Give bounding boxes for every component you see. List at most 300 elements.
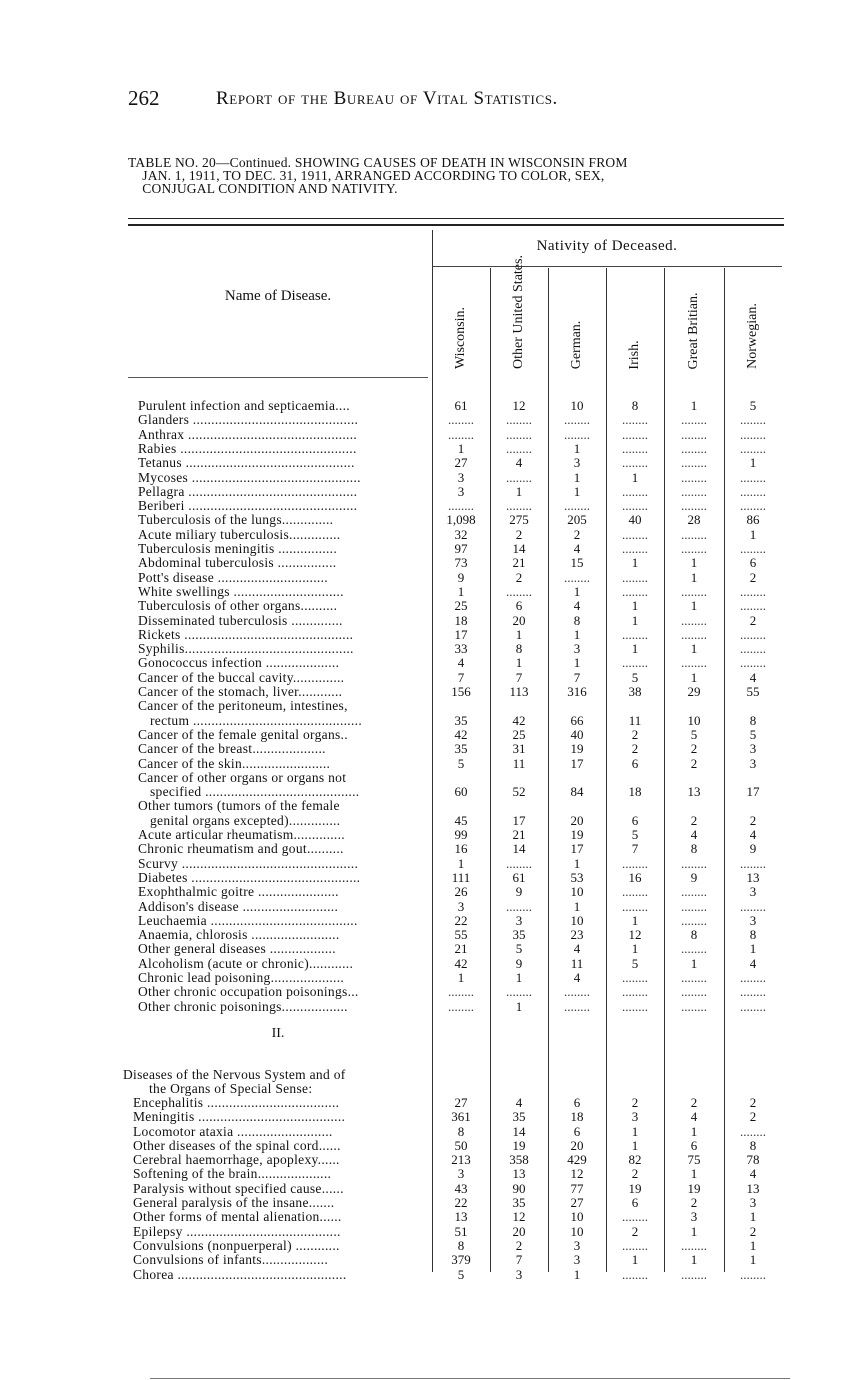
col-wisconsin-value: 8 — [457, 1123, 465, 1139]
col-irish-value: ........ — [622, 970, 648, 985]
col-norwegian-value: 5 — [749, 398, 757, 413]
disease-name: Scurvy ................................................ — [138, 856, 359, 871]
col-irish-value: ........ — [622, 498, 648, 514]
col-norwegian-value: ........ — [740, 984, 766, 1000]
disease-name: Softening of the brain.................... — [133, 1167, 332, 1182]
col-great-britain-value: ........ — [681, 541, 707, 556]
col-great-britain-value: ........ — [681, 483, 707, 499]
col-wisconsin-value: 21 — [454, 941, 468, 957]
col-other-united-states-value: 3 — [515, 912, 523, 928]
section-heading-line: Diseases of the Nervous System and of — [123, 1066, 346, 1082]
col-wisconsin-value: 361 — [451, 1109, 471, 1125]
disease-name: Abdominal tuberculosis ................ — [138, 556, 337, 571]
col-great-britain-value: 2 — [690, 812, 698, 828]
col-other-united-states-value: 1 — [515, 998, 523, 1014]
col-norwegian-value: 3 — [749, 741, 757, 757]
column-header-label: German. — [569, 320, 584, 369]
col-irish-value: ........ — [622, 440, 648, 456]
col-great-britain-value: ........ — [681, 526, 707, 542]
col-great-britain-value: 13 — [687, 784, 701, 800]
col-german-value: 1 — [573, 469, 581, 485]
caption-line: TABLE NO. 20—Continued. SHOWING CAUSES OF DEATH IN WISCONSIN FROM — [128, 155, 628, 170]
col-norwegian-value: ........ — [740, 1266, 766, 1282]
col-other-united-states-header — [490, 255, 548, 376]
col-german-value: 4 — [573, 541, 581, 556]
col-german-value: ........ — [564, 412, 590, 428]
col-great-britain-value: 1 — [690, 598, 698, 614]
col-german-value: 20 — [570, 812, 584, 828]
disease-name: Cancer of the skin........................ — [138, 756, 331, 771]
col-norwegian-value: ........ — [740, 469, 766, 485]
col-other-united-states-value: 20 — [512, 612, 526, 628]
col-wisconsin-value: ........ — [448, 412, 474, 428]
col-great-britain-value: 29 — [687, 684, 701, 699]
col-irish-value: ........ — [622, 541, 648, 556]
disease-name: Anthrax .............................................. — [138, 427, 358, 442]
col-irish-value: 5 — [631, 955, 639, 971]
col-other-united-states-value: 17 — [512, 812, 526, 828]
col-great-britain-value: 28 — [687, 512, 701, 528]
col-great-britain-value: ........ — [681, 884, 707, 900]
col-other-united-states-value: 12 — [512, 398, 526, 413]
col-norwegian-value: ........ — [740, 483, 766, 499]
col-great-britain-value: ........ — [681, 426, 707, 442]
col-irish-value: ........ — [622, 884, 648, 900]
col-wisconsin-header — [432, 270, 490, 376]
col-irish-value: 2 — [631, 741, 639, 757]
col-great-britain-value: 8 — [690, 841, 698, 857]
disease-name: Paralysis without specified cause...... — [133, 1181, 344, 1196]
col-other-united-states-value: 61 — [512, 869, 526, 885]
col-norwegian-value: ........ — [740, 998, 766, 1014]
col-german-value: 12 — [570, 1166, 584, 1182]
col-great-britain-value: ........ — [681, 412, 707, 428]
col-german-value: 66 — [570, 712, 584, 728]
col-norwegian-value: ........ — [740, 583, 766, 599]
section-heading — [123, 1068, 428, 1096]
col-norwegian-value: 13 — [746, 1180, 760, 1196]
disease-name: Addison's disease .......................... — [138, 899, 339, 914]
col-great-britain-value: ........ — [681, 655, 707, 671]
col-irish-value: 12 — [628, 927, 642, 943]
col-wisconsin-value: 99 — [454, 827, 468, 842]
disease-name: Cancer of the breast.................... — [138, 742, 326, 757]
col-great-britain-value: ........ — [681, 498, 707, 514]
col-wisconsin-value: 50 — [454, 1137, 468, 1153]
col-other-united-states-value: 35 — [512, 927, 526, 943]
col-german-value: 10 — [570, 398, 584, 413]
col-german-value: 3 — [573, 641, 581, 657]
disease-name: Anaemia, chlorosis ........................ — [138, 928, 340, 943]
header-rule — [432, 266, 782, 267]
col-great-britain-value: 2 — [690, 755, 698, 771]
col-german-value: 10 — [570, 884, 584, 900]
col-german-value: 17 — [570, 841, 584, 857]
col-irish-value: 40 — [628, 512, 642, 528]
col-wisconsin-value: ........ — [448, 426, 474, 442]
col-other-united-states-value: 9 — [515, 884, 523, 900]
col-great-britain-value: 2 — [690, 1094, 698, 1110]
col-other-united-states-value: 1 — [515, 483, 523, 499]
col-other-united-states-value: 1 — [515, 970, 523, 985]
col-irish-value: 1 — [631, 555, 639, 571]
col-german-value: 18 — [570, 1109, 584, 1125]
col-irish-value: ........ — [622, 412, 648, 428]
col-norwegian-value: 8 — [749, 927, 757, 943]
col-german-value: 27 — [570, 1195, 584, 1210]
col-great-britain-value: 1 — [690, 569, 698, 585]
col-irish-value: 18 — [628, 784, 642, 800]
col-other-united-states-value: 7 — [515, 1252, 523, 1268]
col-wisconsin-value: 73 — [454, 555, 468, 571]
col-german-value: ........ — [564, 998, 590, 1014]
col-norwegian-value: 78 — [746, 1152, 760, 1168]
col-great-britain-value: ........ — [681, 912, 707, 928]
disease-name: Syphilis.............................................. — [138, 642, 354, 657]
disease-name: rectum .............................................. — [150, 713, 363, 728]
disease-name: Other diseases of the spinal cord...... — [133, 1138, 341, 1153]
col-wisconsin-value: 42 — [454, 955, 468, 971]
col-irish-value: 1 — [631, 641, 639, 657]
col-german-value: 84 — [570, 784, 584, 800]
col-irish-value: 1 — [631, 469, 639, 485]
col-other-united-states-value: 25 — [512, 726, 526, 742]
disease-name: Cerebral haemorrhage, apoplexy...... — [133, 1153, 340, 1168]
disease-name: Alcoholism (acute or chronic)............ — [138, 956, 354, 971]
col-irish-header — [606, 270, 664, 376]
col-great-britain-value: 4 — [690, 1109, 698, 1125]
col-irish-value: 82 — [628, 1152, 642, 1168]
col-irish-value: ........ — [622, 1266, 648, 1282]
col-great-britain-value: 75 — [687, 1152, 701, 1168]
section-heading-line: the Organs of Special Sense: — [149, 1080, 313, 1096]
col-other-united-states-value: 1 — [515, 626, 523, 642]
col-wisconsin-value: 32 — [454, 526, 468, 542]
col-norwegian-value: 2 — [749, 1109, 757, 1125]
col-irish-value: ........ — [622, 855, 648, 871]
top-rule-thick — [128, 224, 784, 226]
col-norwegian-value: 9 — [749, 841, 757, 857]
disease-name: Other chronic occupation poisonings... — [138, 985, 359, 1000]
col-irish-value: 1 — [631, 1123, 639, 1139]
col-wisconsin-value: 213 — [451, 1152, 471, 1168]
col-irish-value: 16 — [628, 869, 642, 885]
disease-name: Disseminated tuberculosis .............. — [138, 613, 343, 628]
col-german-value: 316 — [567, 684, 587, 699]
col-great-britain-value: 1 — [690, 1223, 698, 1239]
col-wisconsin-value: 3 — [457, 1166, 465, 1182]
col-other-united-states-value: ........ — [506, 469, 532, 485]
disease-name: Gonococcus infection .................... — [138, 656, 340, 671]
col-german-value: 10 — [570, 912, 584, 928]
col-other-united-states-value: 7 — [515, 669, 523, 685]
col-german-value: 1 — [573, 898, 581, 914]
col-norwegian-value: 2 — [749, 1094, 757, 1110]
col-great-britain-value: 1 — [690, 669, 698, 685]
section-numeral: II. — [271, 1025, 285, 1041]
col-irish-value: 2 — [631, 726, 639, 742]
disease-name: General paralysis of the insane....... — [133, 1196, 335, 1210]
col-other-united-states-value: 3 — [515, 1266, 523, 1282]
col-wisconsin-value: 4 — [457, 655, 465, 671]
col-great-britain-value: ........ — [681, 626, 707, 642]
col-german-value: 20 — [570, 1137, 584, 1153]
col-norwegian-value: 1 — [749, 1237, 757, 1253]
col-irish-value: 2 — [631, 1223, 639, 1239]
col-german-value: 10 — [570, 1209, 584, 1225]
col-wisconsin-value: 111 — [451, 869, 471, 885]
col-great-britain-value: ........ — [681, 855, 707, 871]
col-other-united-states-value: ........ — [506, 426, 532, 442]
col-other-united-states-value: 358 — [509, 1152, 529, 1168]
col-norwegian-value: 2 — [749, 812, 757, 828]
col-irish-value: 2 — [631, 1166, 639, 1182]
col-other-united-states-value: ........ — [506, 583, 532, 599]
disease-name: Chronic rheumatism and gout.......... — [138, 842, 344, 857]
col-irish-value: 5 — [631, 827, 639, 842]
col-irish-value: 2 — [631, 1094, 639, 1110]
col-great-britain-value: ........ — [681, 1266, 707, 1282]
col-german-value: 10 — [570, 1223, 584, 1239]
col-other-united-states-value: 42 — [512, 712, 526, 728]
col-wisconsin-value: 1 — [457, 583, 465, 599]
col-irish-value: ........ — [622, 526, 648, 542]
disease-name: Pellagra .............................................. — [138, 484, 358, 499]
col-german-value: 1 — [573, 583, 581, 599]
col-norwegian-value: ........ — [740, 626, 766, 642]
col-wisconsin-value: 51 — [454, 1223, 468, 1239]
col-german-value: 1 — [573, 626, 581, 642]
col-great-britain-value: ........ — [681, 898, 707, 914]
col-german-value: 11 — [570, 955, 584, 971]
col-wisconsin-value: ........ — [448, 984, 474, 1000]
disease-name: Locomotor ataxia .......................... — [133, 1124, 333, 1139]
col-wisconsin-value: 43 — [454, 1180, 468, 1196]
nativity-group-header: Nativity of Deceased. — [536, 238, 678, 254]
col-other-united-states-value: 2 — [515, 569, 523, 585]
col-german-value: 1 — [573, 440, 581, 456]
col-norwegian-value: 8 — [749, 712, 757, 728]
col-other-united-states-value: 35 — [512, 1195, 526, 1210]
col-german-value: 7 — [573, 669, 581, 685]
col-great-britain-value: 8 — [690, 927, 698, 943]
col-great-britain-value: 1 — [690, 1166, 698, 1182]
col-other-united-states-value: 14 — [512, 541, 526, 556]
col-wisconsin-value: 45 — [454, 812, 468, 828]
col-great-britain-value: 1 — [690, 398, 698, 413]
col-norwegian-value: ........ — [740, 898, 766, 914]
col-great-britain-value: 19 — [687, 1180, 701, 1196]
col-german-value: 205 — [567, 512, 587, 528]
col-great-britain-header — [664, 270, 724, 376]
column-header-label: Other United States. — [511, 255, 526, 369]
col-wisconsin-value: 25 — [454, 598, 468, 614]
col-wisconsin-value: 5 — [457, 755, 465, 771]
col-irish-value: 38 — [628, 684, 642, 699]
col-other-united-states-value: 13 — [512, 1166, 526, 1182]
col-great-britain-value: ........ — [681, 455, 707, 471]
col-other-united-states-value: 31 — [512, 741, 526, 757]
col-wisconsin-value: 27 — [454, 1094, 468, 1110]
col-norwegian-value: 4 — [749, 955, 757, 971]
caption-line: CONJUGAL CONDITION AND NATIVITY. — [128, 181, 398, 196]
col-irish-value: ........ — [622, 483, 648, 499]
col-norwegian-value: 17 — [746, 784, 760, 800]
col-irish-value: ........ — [622, 1209, 648, 1225]
col-irish-value: ........ — [622, 626, 648, 642]
col-norwegian-value: 1 — [749, 455, 757, 471]
col-german-value: ........ — [564, 426, 590, 442]
col-irish-value: 3 — [631, 1109, 639, 1125]
col-norwegian-value: ........ — [740, 426, 766, 442]
col-wisconsin-value: 18 — [454, 612, 468, 628]
col-german-value: 429 — [567, 1152, 587, 1168]
col-wisconsin-value: 5 — [457, 1266, 465, 1282]
col-german-value: 53 — [570, 869, 584, 885]
col-wisconsin-value: 22 — [454, 912, 468, 928]
col-german-value: 23 — [570, 927, 584, 943]
col-wisconsin-value: 7 — [457, 669, 465, 685]
col-wisconsin-value: 22 — [454, 1195, 468, 1210]
disease-name: Cancer of the buccal cavity.............. — [138, 670, 345, 685]
disease-name: Other general diseases .................. — [138, 942, 336, 957]
col-other-united-states-value: 90 — [512, 1180, 526, 1196]
col-german-value: 4 — [573, 941, 581, 957]
col-other-united-states-value: 4 — [515, 1094, 523, 1110]
col-irish-value: 7 — [631, 841, 639, 857]
col-german-value: ........ — [564, 984, 590, 1000]
col-wisconsin-value: 33 — [454, 641, 468, 657]
col-great-britain-value: 1 — [690, 555, 698, 571]
col-irish-value: 6 — [631, 1195, 639, 1210]
running-head: Report of the Bureau of Vital Statistics. — [216, 88, 558, 109]
col-irish-value: 1 — [631, 612, 639, 628]
col-wisconsin-value: 1 — [457, 970, 465, 985]
col-great-britain-value: 1 — [690, 1123, 698, 1139]
disease-name: Other chronic poisonings.................. — [138, 999, 348, 1014]
col-norwegian-value: 5 — [749, 726, 757, 742]
col-german-value: 77 — [570, 1180, 584, 1196]
col-other-united-states-value: ........ — [506, 855, 532, 871]
col-german-value: 15 — [570, 555, 584, 571]
column-header-label: Great Britian. — [686, 292, 701, 369]
col-other-united-states-value: 14 — [512, 1123, 526, 1139]
column-header-label: Irish. — [627, 339, 642, 370]
col-other-united-states-value: ........ — [506, 440, 532, 456]
col-wisconsin-value: 35 — [454, 712, 468, 728]
col-wisconsin-value: 1 — [457, 855, 465, 871]
col-wisconsin-value: 42 — [454, 726, 468, 742]
col-wisconsin-value: 3 — [457, 469, 465, 485]
col-great-britain-value: ........ — [681, 583, 707, 599]
col-other-united-states-value: 19 — [512, 1137, 526, 1153]
col-other-united-states-value: 21 — [512, 827, 526, 842]
col-german-value: 40 — [570, 726, 584, 742]
col-wisconsin-value: 35 — [454, 741, 468, 757]
col-norwegian-value: ........ — [740, 655, 766, 671]
col-great-britain-value: ........ — [681, 469, 707, 485]
disease-name: genital organs excepted).............. — [150, 813, 341, 828]
col-german-value: 1 — [573, 483, 581, 499]
col-irish-value: 1 — [631, 1252, 639, 1268]
col-norwegian-value: ........ — [740, 412, 766, 428]
col-great-britain-value: 10 — [687, 712, 701, 728]
col-wisconsin-value: ........ — [448, 498, 474, 514]
col-wisconsin-value: 26 — [454, 884, 468, 900]
col-irish-value: 6 — [631, 755, 639, 771]
col-german-value: 19 — [570, 827, 584, 842]
col-norwegian-value: 3 — [749, 912, 757, 928]
disease-name: Exophthalmic goitre ...................... — [138, 885, 339, 900]
col-norwegian-value: 2 — [749, 569, 757, 585]
col-german-value: 1 — [573, 855, 581, 871]
col-irish-value: 19 — [628, 1180, 642, 1196]
disease-name: Acute articular rheumatism.............. — [138, 828, 345, 842]
col-wisconsin-value: 156 — [451, 684, 471, 699]
col-german-value: 1 — [573, 1266, 581, 1282]
disease-name: Other forms of mental alienation...... — [133, 1210, 342, 1225]
col-other-united-states-value: ........ — [506, 984, 532, 1000]
disease-name: Cancer of the stomach, liver............ — [138, 685, 343, 699]
col-norwegian-value: 4 — [749, 1166, 757, 1182]
col-wisconsin-value: 3 — [457, 483, 465, 499]
col-great-britain-value: ........ — [681, 1237, 707, 1253]
header-bottom-rule — [128, 377, 428, 378]
col-great-britain-value: 6 — [690, 1137, 698, 1153]
name-column-header: Name of Disease. — [224, 288, 332, 304]
col-german-value: 3 — [573, 455, 581, 471]
col-irish-value: 11 — [628, 712, 642, 728]
col-wisconsin-value: ........ — [448, 998, 474, 1014]
disease-name: Tuberculosis meningitis ................ — [138, 542, 338, 556]
bottom-rule — [150, 1378, 790, 1379]
col-norwegian-value: 3 — [749, 884, 757, 900]
col-great-britain-value: 2 — [690, 741, 698, 757]
col-other-united-states-value: 35 — [512, 1109, 526, 1125]
col-wisconsin-value: 97 — [454, 541, 468, 556]
caption-line: JAN. 1, 1911, TO DEC. 31, 1911, ARRANGED ACCORDING TO COLOR, SEX, — [128, 168, 605, 183]
col-norwegian-value: 3 — [749, 1195, 757, 1210]
col-norwegian-value: ........ — [740, 1123, 766, 1139]
col-irish-value: 1 — [631, 598, 639, 614]
col-wisconsin-value: 13 — [454, 1209, 468, 1225]
disease-name: Epilepsy .......................................... — [133, 1224, 341, 1239]
col-great-britain-value: 4 — [690, 827, 698, 842]
col-norwegian-value: 13 — [746, 869, 760, 885]
col-other-united-states-value: 52 — [512, 784, 526, 800]
col-german-value: ........ — [564, 498, 590, 514]
col-irish-value: 5 — [631, 669, 639, 685]
col-norwegian-value: 1 — [749, 526, 757, 542]
col-other-united-states-value: 12 — [512, 1209, 526, 1225]
col-irish-value: ........ — [622, 426, 648, 442]
col-norwegian-value: 8 — [749, 1137, 757, 1153]
col-great-britain-value: ........ — [681, 998, 707, 1014]
col-irish-value: ........ — [622, 1237, 648, 1253]
disease-name: Rabies ................................................ — [138, 441, 357, 456]
disease-name: Encephalitis .................................... — [133, 1095, 340, 1110]
col-great-britain-value: 2 — [690, 1195, 698, 1210]
col-norwegian-value: 4 — [749, 827, 757, 842]
col-wisconsin-value: 3 — [457, 898, 465, 914]
col-other-united-states-value: ........ — [506, 498, 532, 514]
col-irish-value: ........ — [622, 583, 648, 599]
col-german-header — [548, 270, 606, 376]
disease-name: Diabetes .............................................. — [138, 870, 361, 885]
col-german-value: 3 — [573, 1237, 581, 1253]
page-header — [128, 86, 788, 116]
col-great-britain-value: ........ — [681, 941, 707, 957]
